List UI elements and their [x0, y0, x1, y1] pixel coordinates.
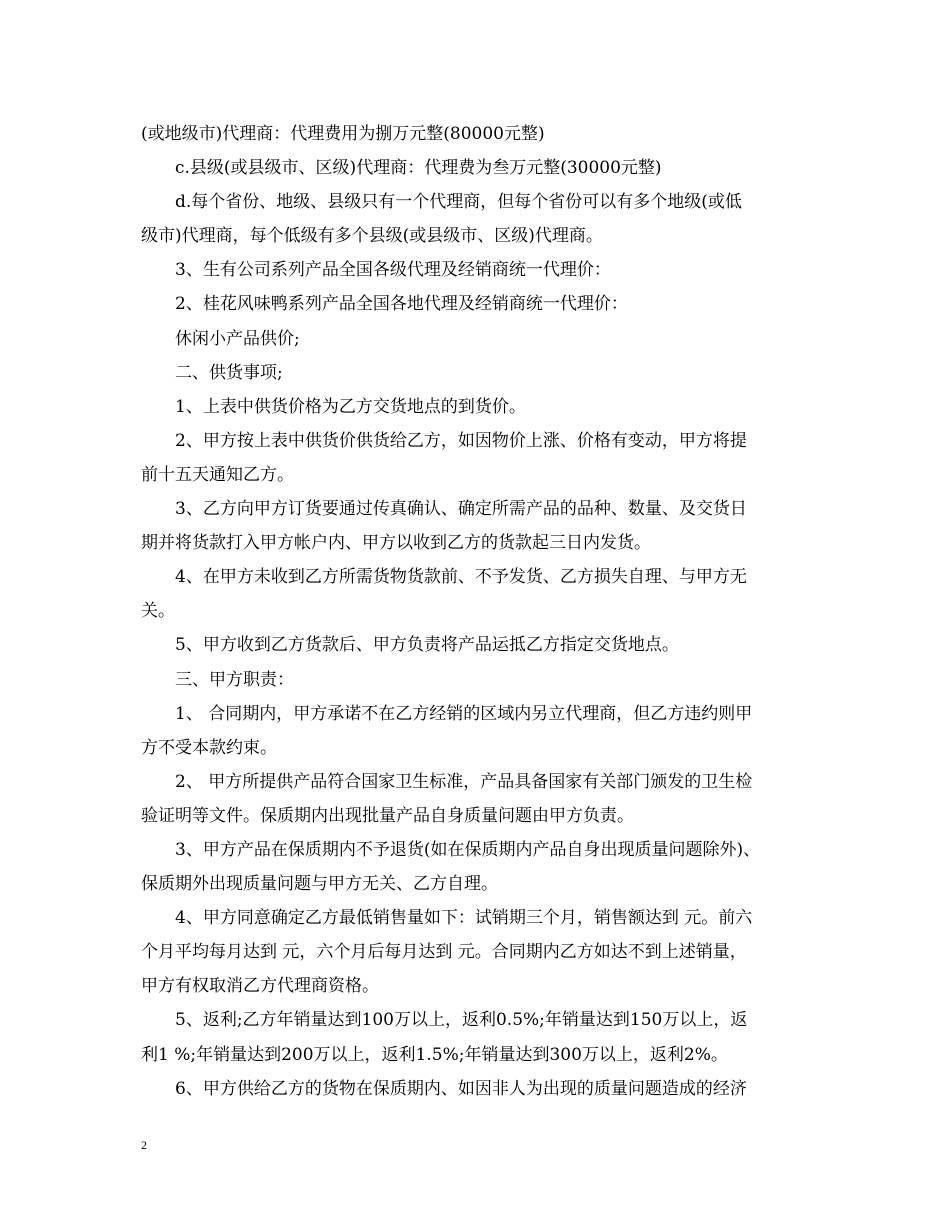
document-body	[141, 117, 813, 1106]
text-line: 个月平均每月达到 元，六个月后每月达到 元。合同期内乙方如达不到上述销量，	[141, 942, 747, 963]
text-line: 3、乙方向甲方订货要通过传真确认、确定所需产品的品种、数量、及交货日	[175, 499, 747, 520]
text-line: 二、供货事项;	[175, 362, 283, 383]
text-line: 三、甲方职责：	[175, 669, 294, 690]
text-line: 4、甲方同意确定乙方最低销售量如下：试销期三个月，销售额达到 元。前六	[175, 908, 753, 929]
text-line: 2、桂花风味鸭系列产品全国各地代理及经销商统一代理价：	[175, 294, 628, 315]
text-line: 关。	[141, 601, 175, 622]
text-line: c.县级(或县级市、区级)代理商：代理费为叁万元整(30000元整)	[175, 158, 662, 179]
text-line: 甲方有权取消乙方代理商资格。	[141, 976, 379, 997]
text-line: 5、甲方收到乙方货款后、甲方负责将产品运抵乙方指定交货地点。	[175, 635, 679, 656]
text-line: 前十五天通知乙方。	[141, 464, 294, 485]
page-number: 2	[141, 1138, 147, 1152]
text-line: 利1 %;年销量达到200万以上，返利1.5%;年销量达到300万以上，返利2%。	[141, 1044, 728, 1065]
text-line: 6、甲方供给乙方的货物在保质期内、如因非人为出现的质量问题造成的经济	[175, 1078, 747, 1099]
text-line: 1、上表中供货价格为乙方交货地点的到货价。	[175, 396, 526, 417]
text-line: 休闲小产品供价;	[175, 328, 300, 349]
text-line: 3、生有公司系列产品全国各级代理及经销商统一代理价：	[175, 260, 611, 281]
text-line: 5、返利;乙方年销量达到100万以上，返利0.5%;年销量达到150万以上，返	[175, 1010, 748, 1031]
text-line: 级市)代理商，每个低级有多个县级(或县级市、区级)代理商。	[141, 226, 603, 247]
text-line: 1、 合同期内，甲方承诺不在乙方经销的区域内另立代理商，但乙方违约则甲	[175, 703, 753, 724]
text-line: 2、甲方按上表中供货价供货给乙方，如因物价上涨、价格有变动，甲方将提	[175, 430, 747, 451]
text-line: 期并将货款打入甲方帐户内、甲方以收到乙方的货款起三日内发货。	[141, 533, 651, 554]
text-line: 保质期外出现质量问题与甲方无关、乙方自理。	[141, 874, 498, 895]
text-line: 3、甲方产品在保质期内不予退货(如在保质期内产品自身出现质量问题除外)、	[175, 839, 761, 860]
text-line: 验证明等文件。保质期内出现批量产品自身质量问题由甲方负责。	[141, 805, 634, 826]
text-line: 2、 甲方所提供产品符合国家卫生标准，产品具备国家有关部门颁发的卫生检	[175, 771, 753, 792]
text-line: (或地级市)代理商：代理费用为捌万元整(80000元整)	[141, 124, 545, 144]
text-line: 方不受本款约束。	[141, 737, 277, 758]
text-line: 4、在甲方未收到乙方所需货物货款前、不予发货、乙方损失自理、与甲方无	[175, 567, 747, 588]
text-line: d.每个省份、地级、县级只有一个代理商，但每个省份可以有多个地级(或低	[175, 192, 742, 213]
